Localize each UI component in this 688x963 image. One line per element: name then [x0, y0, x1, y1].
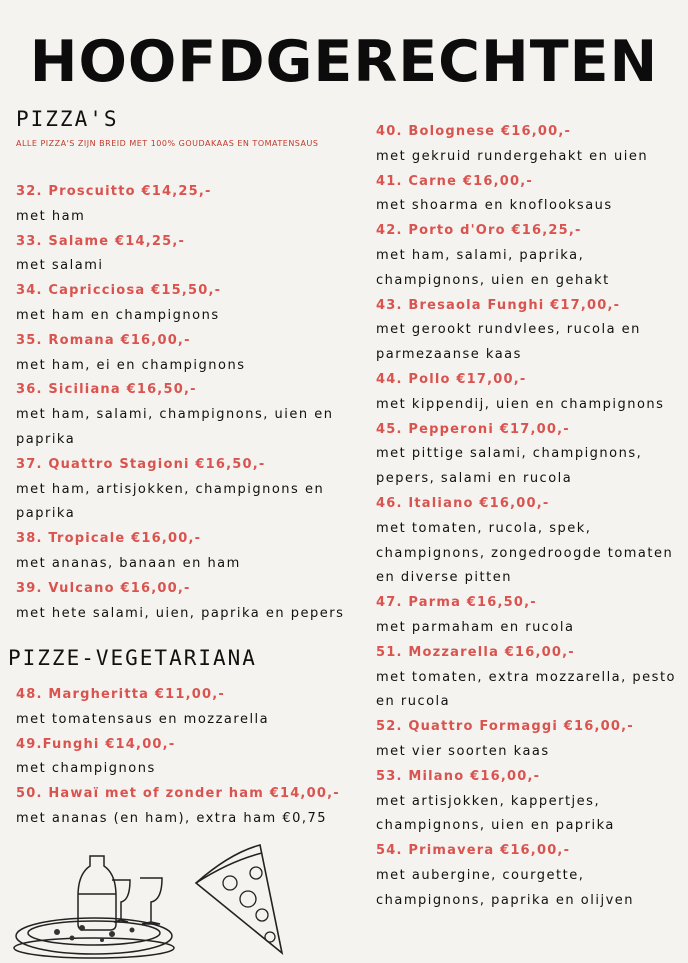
menu-item-description: met aubergine, courgette, champignons, paprika en olijven [376, 867, 635, 908]
menu-item-name: 54. Primavera €16,00,- [376, 843, 571, 859]
menu-item-description: met salami [16, 258, 104, 274]
menu-item-description: met kippendij, uien en champignons [376, 396, 665, 412]
menu-item-description: met ananas, banaan en ham [16, 555, 241, 571]
menu-item-name: 38. Tropicale €16,00,- [16, 531, 202, 547]
menu-item-description: met vier soorten kaas [376, 743, 550, 759]
menu-item-description: met ham [16, 208, 86, 224]
menu-item-description: met ham, salami, paprika, champignons, uien en gehakt [376, 247, 610, 288]
menu-item-name: 32. Proscuitto €14,25,- [16, 184, 212, 199]
menu-item-name: 33. Salame €14,25,- [16, 233, 186, 249]
menu-item-description: met tomaten, extra mozzarella, pesto en rucola [376, 669, 676, 710]
menu-item-name: 51. Mozzarella €16,00,- [376, 644, 575, 660]
menu-item-name: 46. Italiano €16,00,- [376, 495, 550, 511]
menu-item-name: 37. Quattro Stagioni €16,50,- [16, 456, 266, 472]
pizzas-left-column [16, 104, 376, 626]
menu-item-name: 50. Hawaï met of zonder ham €14,00,- [16, 786, 340, 802]
menu-item-description: met tomaten, rucola, spek, champignons, zongedroogde tomaten en diverse pitten [376, 520, 674, 586]
menu-item-description: met gerookt rundvlees, rucola en parmezaanse kaas [376, 322, 641, 363]
plate-icon [16, 918, 172, 954]
vegetariana-column [16, 683, 376, 832]
pizzas-subtitle: ALLE PIZZA'S ZIJN BREID MET 100% GOUDAKAAS EN TOMATENSAUS [16, 139, 319, 148]
menu-item-description: met ham en champignons [16, 307, 220, 323]
menu-item-name: 41. Carne €16,00,- [376, 173, 533, 189]
menu-item-name: 47. Parma €16,50,- [376, 595, 537, 611]
menu-item-description: met parmaham en rucola [376, 619, 575, 635]
pizza-list-left [16, 180, 376, 626]
menu-item-description: met champignons [16, 761, 156, 777]
menu-item-name: 43. Bresaola Funghi €17,00,- [376, 297, 621, 313]
menu-item-description: met ham, salami, champignons, uien en paprika [16, 407, 334, 447]
menu-item-name: 34. Capricciosa €15,50,- [16, 283, 222, 299]
menu-item-name: 52. Quattro Formaggi €16,00,- [376, 719, 634, 735]
page-title: HOOFDGERECHTEN [29, 29, 659, 95]
pizza-slice-illustration [190, 843, 290, 958]
menu-item-description: met tomatensaus en mozzarella [16, 711, 270, 727]
menu-item-name: 35. Romana €16,00,- [16, 332, 191, 348]
pizzas-right-column [376, 120, 682, 914]
pizza-plate-illustration [12, 850, 182, 960]
menu-item-name: 45. Pepperoni €17,00,- [376, 421, 570, 437]
menu-item-description: met ham, artisjokken, champignons en paprika [16, 481, 325, 522]
menu-item-description: met pittige salami, champignons, pepers, salami en rucola [376, 446, 643, 487]
menu-item-description: met ham, ei en champignons [16, 357, 246, 373]
vegetariana-heading: PIZZE-VEGETARIANA [8, 646, 257, 670]
wine-glass-icon-2 [140, 878, 162, 924]
menu-item-description: met gekruid rundergehakt en uien [376, 148, 649, 164]
menu-item-name: 42. Porto d'Oro €16,25,- [376, 223, 582, 239]
menu-item-name: 39. Vulcano €16,00,- [16, 580, 191, 596]
menu-item-description: met artisjokken, kappertjes, champignons, uien en paprika [376, 793, 615, 834]
menu-item-description: met hete salami, uien, paprika en pepers [16, 605, 345, 621]
menu-item-description: met ananas (en ham), extra ham €0,75 [16, 810, 328, 826]
menu-item-name: 53. Milano €16,00,- [376, 768, 541, 784]
menu-item-name: 40. Bolognese €16,00,- [376, 124, 572, 139]
menu-item-name: 48. Margheritta €11,00,- [16, 687, 225, 702]
menu-item-name: 44. Pollo €17,00,- [376, 371, 527, 387]
menu-item-name: 36. Siciliana €16,50,- [16, 382, 197, 398]
pizza-list-right [376, 120, 682, 914]
menu-item-name: 49.Funghi €14,00,- [16, 736, 176, 752]
menu-item-description: met shoarma en knoflooksaus [376, 198, 613, 214]
vegetariana-list [16, 683, 376, 832]
pizzas-heading: PIZZA'S [16, 107, 119, 131]
